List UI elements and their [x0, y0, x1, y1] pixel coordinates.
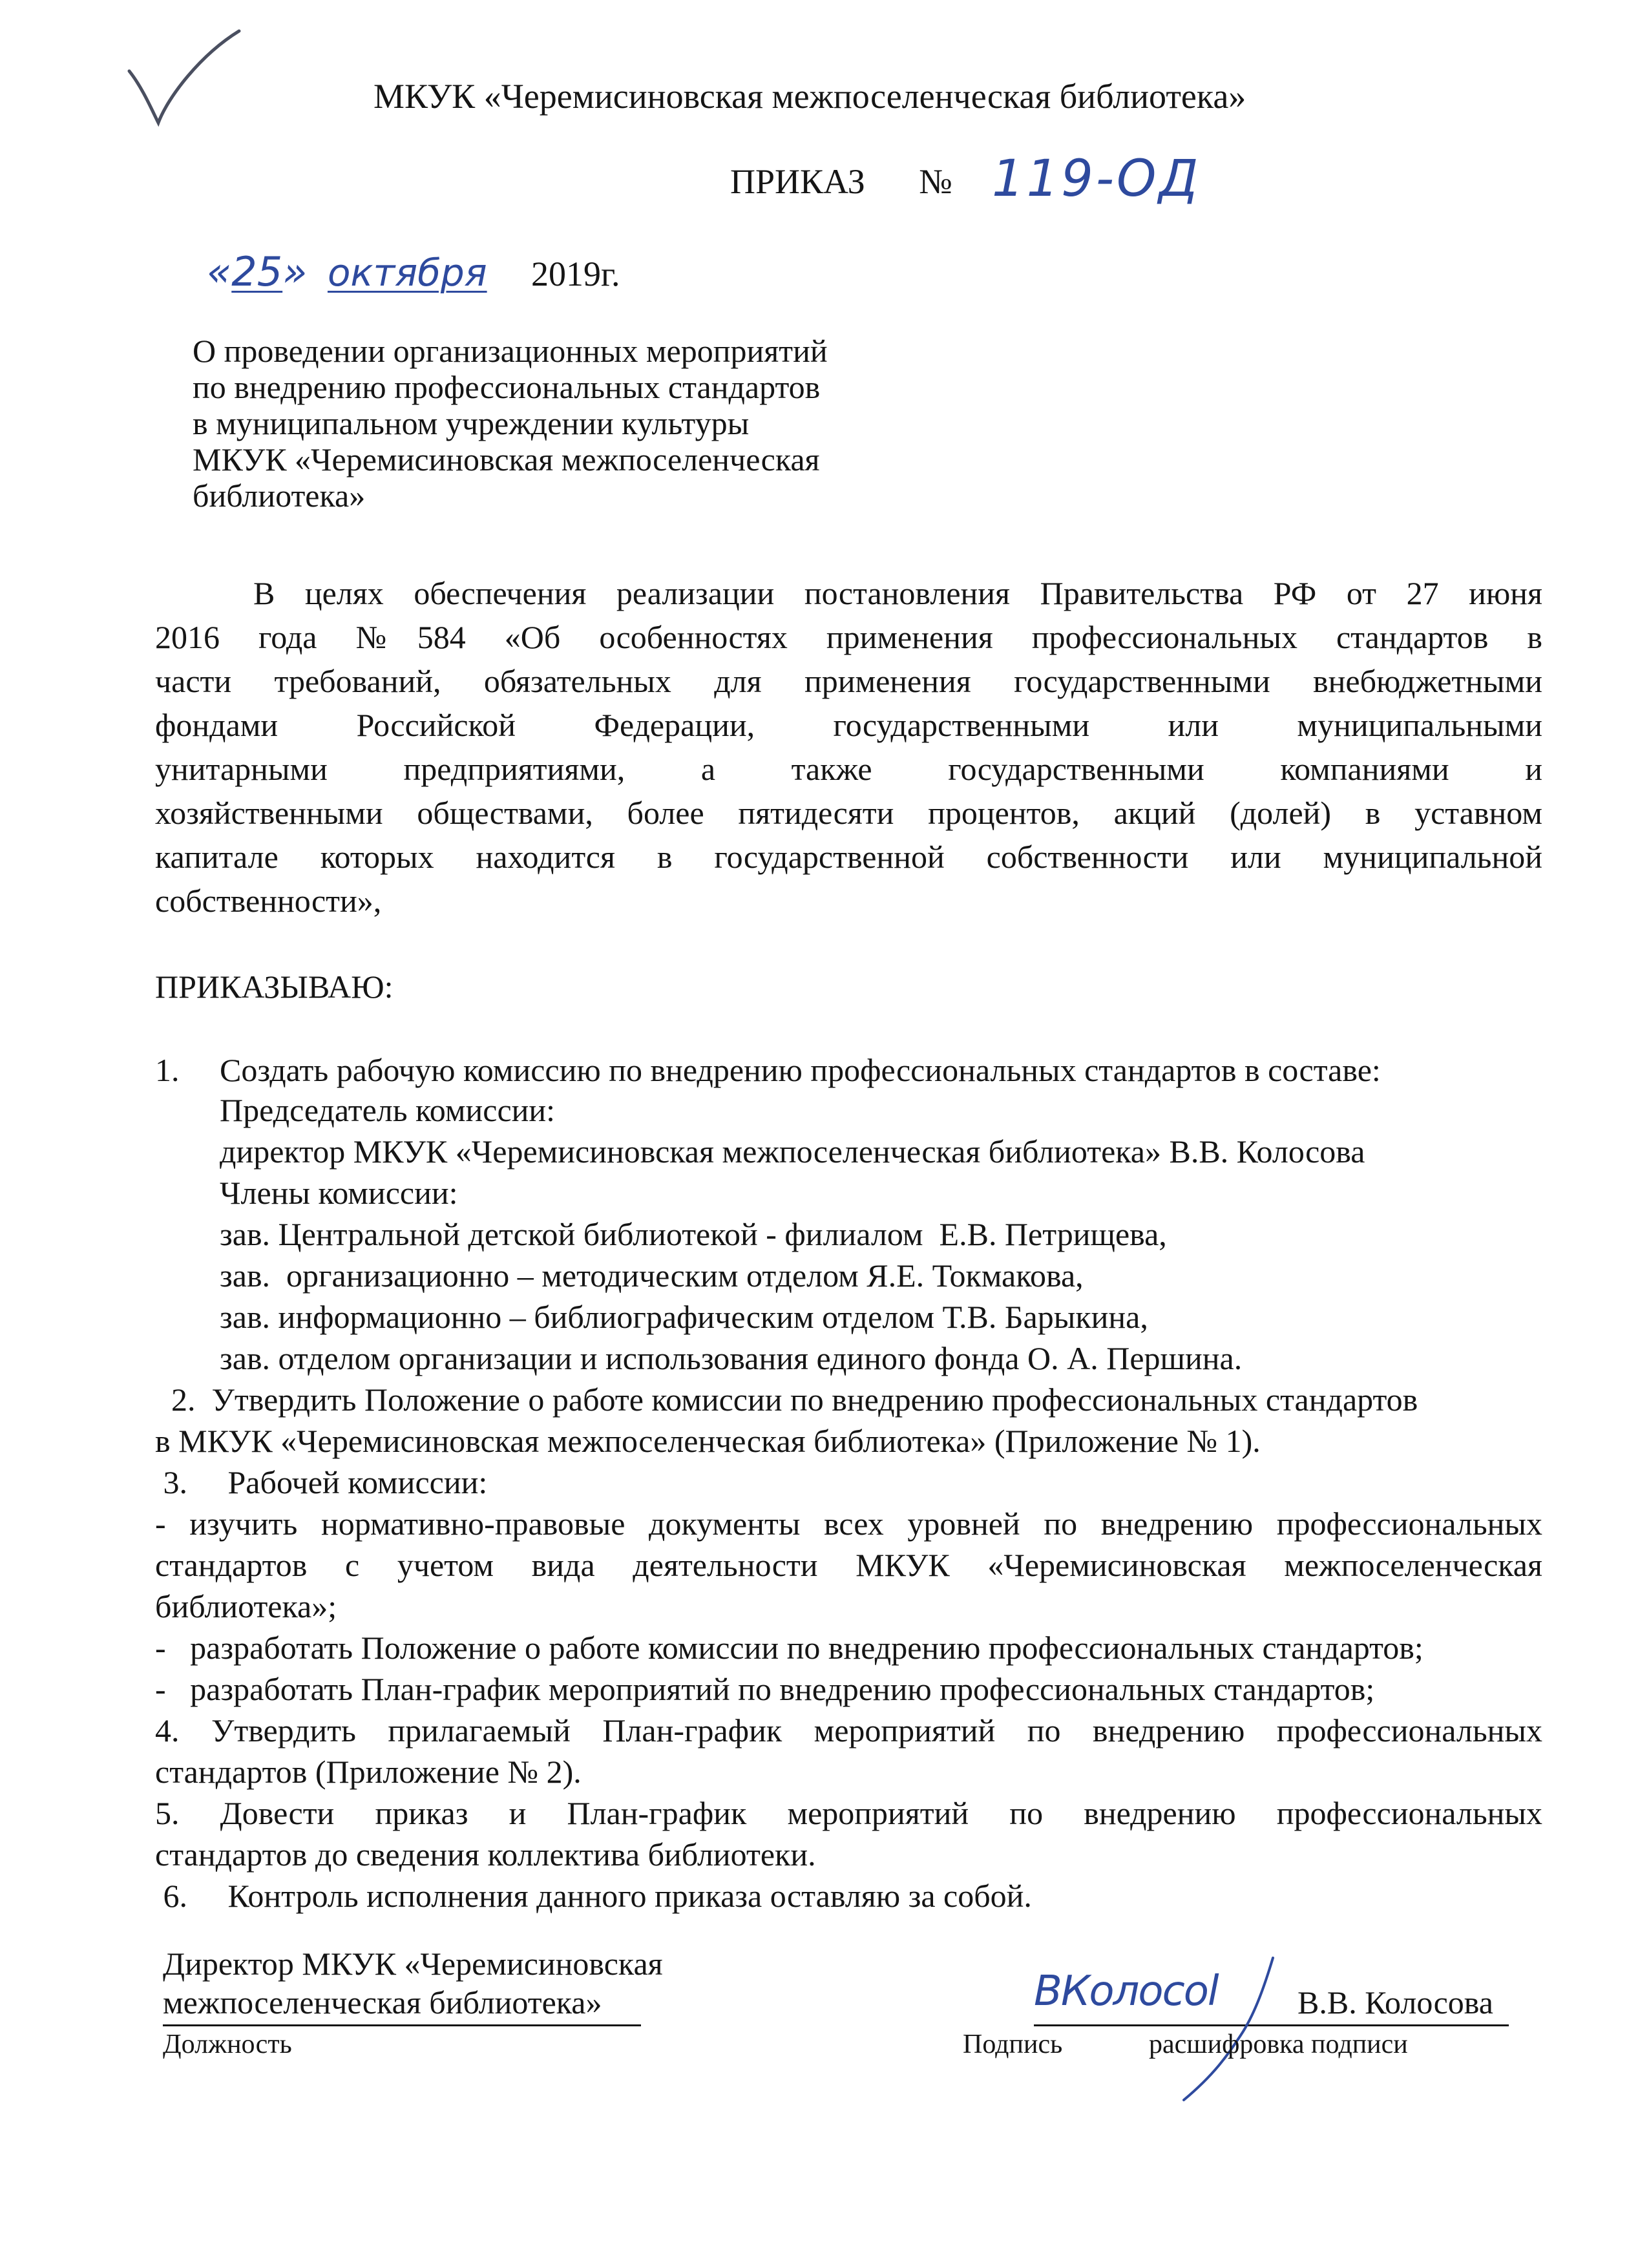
number-sign: № — [919, 162, 952, 201]
signature-name: В.В. Колосова — [1297, 1984, 1493, 2021]
subject-line: О проведении организационных мероприятий — [193, 333, 828, 369]
item-line: зав. Центральной детской библиотекой - филиалом Е.В. Петрищева, — [155, 1216, 1167, 1252]
date-line — [207, 248, 620, 295]
preamble-line: части требований, обязательных для применения государственными внебюджетными — [155, 663, 1542, 699]
caption-decode: расшифровка подписи — [1149, 2030, 1408, 2059]
date-year: 2019г. — [530, 255, 620, 293]
item-line: в МКУК «Черемисиновская межпоселенческая библиотека» (Приложение № 1). — [155, 1423, 1261, 1459]
date-month-handwritten: октября — [327, 251, 487, 295]
subject-line: в муниципальном учреждении культуры — [193, 405, 750, 441]
subject-line: МКУК «Черемисиновская межпоселенческая — [193, 441, 820, 478]
order-directive-heading: ПРИКАЗЫВАЮ: — [155, 969, 394, 1005]
item-line: - разработать Положение о работе комиссии по внедрению профессиональных стандартов; — [155, 1630, 1423, 1666]
item-line: библиотека»; — [155, 1588, 337, 1624]
date-close-quote: » — [282, 248, 308, 295]
item-line: Председатель комиссии: — [155, 1092, 556, 1128]
order-heading — [730, 162, 952, 202]
item-line: - изучить нормативно-правовые документы всех уровней по внедрению профессиональных — [155, 1506, 1542, 1542]
item-line: директор МКУК «Черемисиновская межпоселенческая библиотека» В.В. Колосова — [155, 1133, 1365, 1170]
item-line: зав. информационно – библиографическим отделом Т.В. Барыкина, — [155, 1299, 1148, 1335]
item-line: - разработать План-график мероприятий по внедрению профессиональных стандартов; — [155, 1671, 1375, 1707]
signature-position-line2: межпоселенческая библиотека» — [163, 1984, 602, 2021]
preamble-line: 2016 года №584 «Об особенностях применения профессиональных стандартов в — [155, 619, 1542, 655]
preamble-line: В целях обеспечения реализации постановления Правительства РФ от 27 июня — [253, 575, 1542, 611]
item-line: зав. организационно – методическим отделом Я.Е. Токмакова, — [155, 1257, 1084, 1294]
subject-line: библиотека» — [193, 478, 366, 514]
caption-signature: Подпись — [963, 2030, 1063, 2059]
item-line: 1. Создать рабочую комиссию по внедрению профессиональных стандартов в составе: — [155, 1052, 1381, 1088]
date-open-quote: « — [207, 248, 232, 295]
preamble-line: унитарными предприятиями, а также государственными компаниями и — [155, 751, 1542, 787]
item-line: стандартов (Приложение № 2). — [155, 1754, 582, 1790]
item-line: стандартов с учетом вида деятельности МКУК «Черемисиновская межпоселенческая — [155, 1547, 1542, 1583]
preamble-line: собственности», — [155, 883, 382, 919]
item-line: зав. отделом организации и использования единого фонда О. А. Першина. — [155, 1340, 1243, 1376]
caption-position: Должность — [163, 2030, 292, 2059]
signature-position-line1: Директор МКУК «Черемисиновская — [163, 1946, 663, 1982]
preamble-line: хозяйственными обществами, более пятидесяти процентов, акций (долей) в уставном — [155, 795, 1542, 831]
subject-block — [193, 333, 828, 514]
order-number-handwritten: 119-ОД — [992, 150, 1201, 208]
item-line: 4. Утвердить прилагаемый План-график мероприятий по внедрению профессиональных — [155, 1712, 1542, 1748]
preamble-line: фондами Российской Федерации, государственными или муниципальными — [155, 707, 1542, 743]
check-mark-icon — [123, 26, 246, 129]
item-line: 2. Утвердить Положение о работе комиссии по внедрению профессиональных стандартов — [155, 1381, 1418, 1418]
organization-title: МКУК «Черемисиновская межпоселенческая библиотека» — [373, 77, 1246, 116]
item-line: 3. Рабочей комиссии: — [155, 1464, 488, 1500]
preamble-line: капитале которых находится в государственной собственности или муниципальной — [155, 839, 1542, 875]
signature-position-underline — [163, 2024, 641, 2026]
handwritten-signature: ВКолосоl — [1034, 1968, 1218, 2015]
item-line: Члены комиссии: — [155, 1175, 458, 1211]
item-line: 6. Контроль исполнения данного приказа оставляю за собой. — [155, 1878, 1032, 1914]
item-line: стандартов до сведения коллектива библиотеки. — [155, 1836, 816, 1873]
order-word: ПРИКАЗ — [730, 162, 865, 201]
item-line: 5. Довести приказ и План-график мероприятий по внедрению профессиональных — [155, 1795, 1542, 1831]
subject-line: по внедрению профессиональных стандартов — [193, 369, 821, 405]
date-day-handwritten: 25 — [231, 248, 283, 295]
